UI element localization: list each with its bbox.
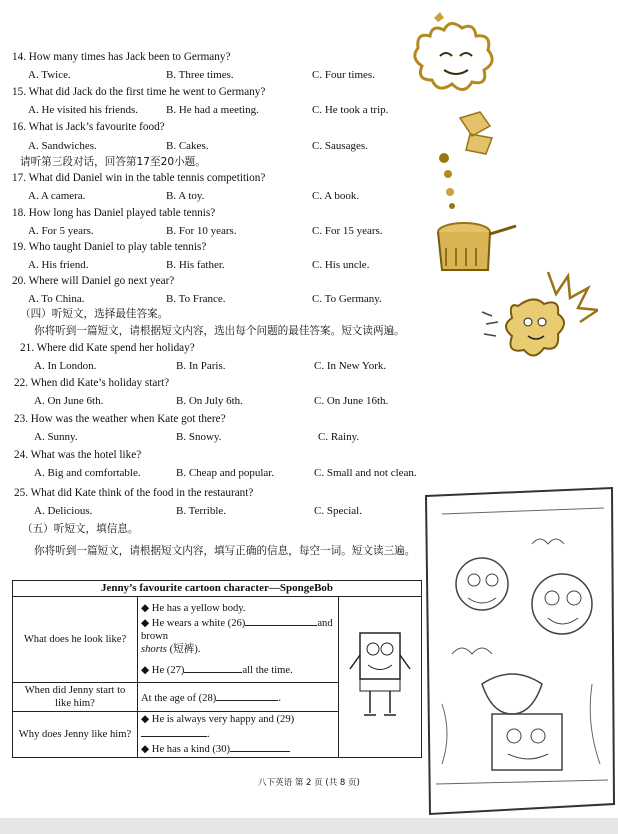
row1-line3b: (短裤). [169, 644, 201, 655]
option-22a: A. On June 6th. [34, 395, 104, 407]
option-16c: C. Sausages. [312, 140, 368, 152]
row1-line2a: He wears a white (26) [151, 618, 246, 629]
question-22: 22. When did Kate’s holiday start? [14, 377, 170, 389]
option-17b: B. A toy. [166, 190, 205, 202]
question-15: 15. What did Jack do the first time he went to Germany? [12, 86, 266, 98]
question-18: 18. How long has Daniel played table tennis? [12, 207, 216, 219]
option-24b: B. Cheap and popular. [176, 467, 275, 479]
option-14b: B. Three times. [166, 69, 234, 81]
option-25a: A. Delicious. [34, 505, 93, 517]
question-16: 16. What is Jack’s favourite food? [12, 121, 165, 133]
info-table: Jenny’s favourite cartoon character—SpongeBob What does he look like? ◆ He has a yellow body. ◆ He wears a white (26) and brown shorts (短裤). ◆ He (27) all the time. When did Jenny start to like him? At the age of (28) . Why does Jenny like him? ◆ He is always very happy and (29). ◆ He has a kind (30) [12, 580, 422, 758]
option-25b: B. Terrible. [176, 505, 227, 517]
option-23b: B. Snowy. [176, 431, 222, 443]
option-19b: B. His father. [166, 259, 225, 271]
option-21c: C. In New York. [314, 360, 387, 372]
option-15b: B. He had a meeting. [166, 104, 259, 116]
blank-29[interactable] [141, 726, 207, 737]
option-20b: B. To France. [166, 293, 226, 305]
option-15c: C. He took a trip. [312, 104, 389, 116]
option-22b: B. On July 6th. [176, 395, 243, 407]
monster-doodle-icon [410, 10, 500, 100]
option-18c: C. For 15 years. [312, 225, 383, 237]
option-15a: A. He visited his friends. [28, 104, 138, 116]
option-21b: B. In Paris. [176, 360, 226, 372]
section5-title: （五）听短文，填信息。 [22, 523, 139, 535]
option-24a: A. Big and comfortable. [34, 467, 141, 479]
row1-line4a: He (27) [151, 665, 185, 676]
spongebob-figure-icon [346, 625, 414, 725]
spongebob-picture-cell [339, 597, 422, 758]
row1-line1: He has a yellow body. [151, 603, 246, 614]
option-14c: C. Four times. [312, 69, 375, 81]
blank-30[interactable] [230, 741, 290, 752]
row1-line2b: and brown [141, 618, 333, 642]
option-16a: A. Sandwiches. [28, 140, 97, 152]
pineapple-creature-doodle-icon [478, 262, 598, 372]
section4-title: （四）听短文，选择最佳答案。 [20, 308, 169, 320]
row3-label: Why does Jenny like him? [13, 712, 138, 758]
option-16b: B. Cakes. [166, 140, 209, 152]
row1-label: What does he look like? [13, 597, 138, 683]
section5-instructions: 你将听到一篇短文，请根据短文内容，填写正确的信息，每空一词。短文读三遍。 [34, 545, 416, 557]
blank-27[interactable] [184, 662, 242, 673]
question-17: 17. What did Daniel win in the table tennis competition? [12, 172, 266, 184]
row2-period: . [278, 692, 281, 704]
row3-period: . [207, 729, 210, 740]
row2-text: At the age of (28) [141, 692, 217, 704]
bottom-bar [0, 818, 618, 834]
option-22c: C. On June 16th. [314, 395, 389, 407]
row3-line2: He has a kind (30) [151, 744, 231, 755]
question-23: 23. How was the weather when Kate got there? [14, 413, 226, 425]
blank-26[interactable] [245, 615, 317, 626]
question-21: 21. Where did Kate spend her holiday? [20, 342, 195, 354]
option-19c: C. His uncle. [312, 259, 370, 271]
row1-line3a: shorts [141, 644, 167, 655]
option-24c: C. Small and not clean. [314, 467, 417, 479]
option-25c: C. Special. [314, 505, 362, 517]
question-25: 25. What did Kate think of the food in the restaurant? [14, 487, 254, 499]
option-23a: A. Sunny. [34, 431, 78, 443]
option-18a: A. For 5 years. [28, 225, 94, 237]
question-19: 19. Who taught Daniel to play table tennis? [12, 241, 207, 253]
option-17a: A. A camera. [28, 190, 86, 202]
option-23c: C. Rainy. [318, 431, 360, 443]
question-20: 20. Where will Daniel go next year? [12, 275, 175, 287]
cooking-pot-doodle-icon [430, 108, 520, 278]
option-20c: C. To Germany. [312, 293, 382, 305]
question-24: 24. What was the hotel like? [14, 449, 142, 461]
option-21a: A. In London. [34, 360, 97, 372]
row1-line4b: all the time. [242, 665, 293, 676]
question-14: 14. How many times has Jack been to Germany? [12, 51, 231, 63]
option-20a: A. To China. [28, 293, 85, 305]
option-18b: B. For 10 years. [166, 225, 237, 237]
section4-instructions: 你将听到一篇短文，请根据短文内容，选出每个问题的最佳答案。短文读两遍。 [34, 325, 405, 337]
row2-label: When did Jenny start to like him? [13, 683, 138, 712]
blank-28[interactable] [216, 690, 278, 701]
section-note-3: 请听第三段对话，回答第17至20小题。 [20, 156, 206, 168]
row3-line1a: He is always very happy and (29) [151, 714, 295, 725]
option-19a: A. His friend. [28, 259, 89, 271]
table-title: Jenny’s favourite cartoon character—SpongeBob [13, 581, 422, 597]
option-14a: A. Twice. [28, 69, 71, 81]
option-17c: C. A book. [312, 190, 360, 202]
spongebob-drawing-icon [422, 484, 618, 818]
page-footer: 八下英语 第 2 页 (共 8 页) [258, 778, 360, 788]
